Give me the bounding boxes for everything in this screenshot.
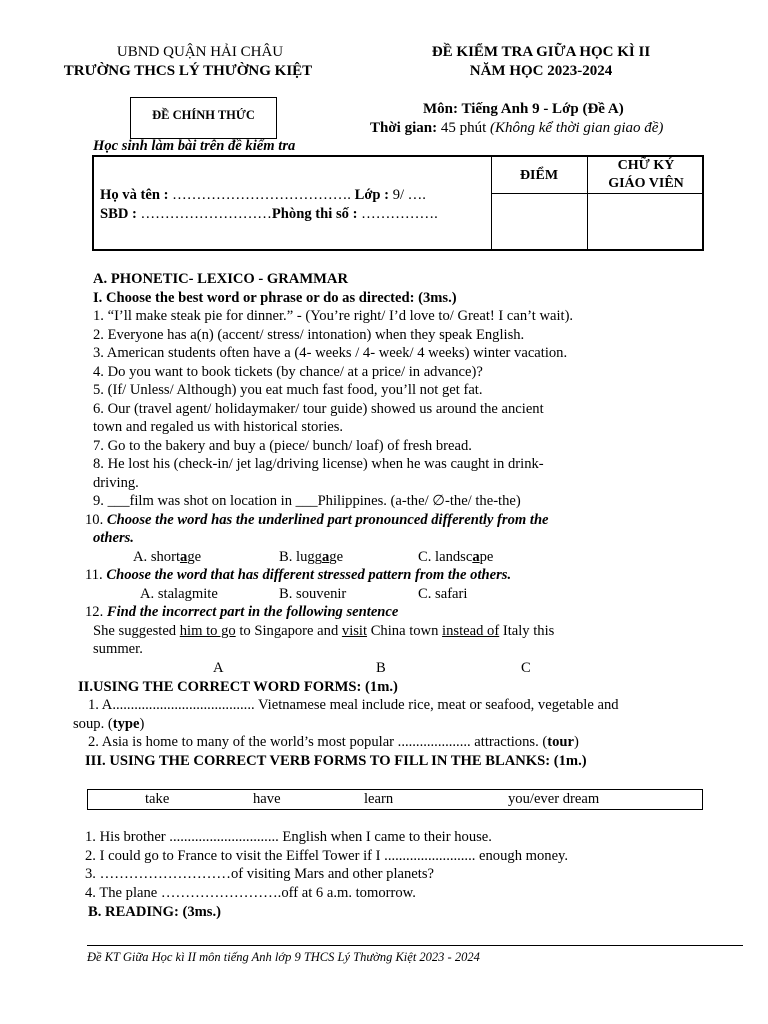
question-6-line2: town and regaled us with historical stories. [93,419,344,435]
sbd-dots: ……………………… [140,206,272,222]
exam-title: ĐỀ KIỂM TRA GIỮA HỌC KÌ II [431,44,651,60]
table-header-line [491,193,704,194]
signature-header-2: GIÁO VIÊN [608,176,684,191]
name-row [100,186,426,205]
underlined-part-c: instead of [442,623,500,639]
underlined-part-b: visit [341,623,368,639]
question-12-sentence: She suggested him to go to Singapore and visit China town instead of Italy this [93,623,555,639]
name-label: Họ và tên : [100,187,173,203]
option-10c: C. landscape [418,549,494,565]
name-dots: ………………………………. [172,187,351,203]
time-label: Thời gian: [370,120,438,136]
question-6-line1: 6. Our (travel agent/ holidaymaker/ tour guide) showed us around the ancient [93,401,544,417]
verb-form-q3: 3. ………………………of visiting Mars and other planets? [85,866,434,882]
time-note: (Không kể thời gian giao đề) [490,120,664,136]
underlined-part-a: him to go [179,623,236,639]
question-11-number: 11. [85,567,107,583]
root-word-tour: tour [547,734,575,750]
question-4: 4. Do you want to book tickets (by chance/ at a price/ in advance)? [93,364,483,380]
verb-form-q1: 1. His brother .............................. English when I came to their house. [85,829,492,845]
question-1: 1. “I’ll make steak pie for dinner.” - (You’re right/ I’d love to/ Great! I can’t wait). [93,308,574,324]
word-form-q1-line2: soup. (type) [73,716,145,732]
section-b-title: B. READING: (3ms.) [88,904,221,920]
room-dots: ……………. [361,206,438,222]
question-2: 2. Everyone has a(n) (accent/ stress/ intonation) when they speak English. [93,327,525,343]
question-10-line2: others. [93,530,134,546]
room-label: Phòng thi số : [271,206,362,222]
question-10-line1 [85,511,549,530]
word-box-item-learn: learn [364,791,394,807]
part-label-b: B [376,660,386,676]
part-label-c: C [521,660,531,676]
question-7: 7. Go to the bakery and buy a (piece/ bunch/ loaf) of fresh bread. [93,438,472,454]
question-10-number: 10. [85,512,107,528]
school-year: NĂM HỌC 2023-2024 [469,63,613,79]
part-label-a: A [213,660,224,676]
question-9: 9. ___film was shot on location in ___Philippines. (a-the/ ∅-the/ the-the) [93,493,521,509]
word-box [87,789,703,810]
root-word-type: type [112,716,140,732]
official-stamp-label: ĐỀ CHÍNH THỨC [152,108,255,122]
underlined-letter: a [472,549,480,565]
score-header: ĐIỂM [519,168,559,183]
class-label: Lớp : [350,187,393,203]
option-11b: B. souvenir [279,586,347,602]
exam-time [370,120,663,137]
verb-form-q2: 2. I could go to France to visit the Eiffel Tower if I ......................... enough money. [85,848,569,864]
question-12 [85,603,398,622]
part1-title: I. Choose the best word or phrase or do as directed: (3ms.) [93,290,457,306]
section-iii-title: III. USING THE CORRECT VERB FORMS TO FILL IN THE BLANKS: (1m.) [85,753,587,769]
section-ii-title: II.USING THE CORRECT WORD FORMS: (1m.) [78,679,398,695]
underlined-letter: a [321,549,330,565]
word-box-item-take: take [145,791,170,807]
word-form-q1-line1: 1. A....................................... Vietnamese meal include rice, meat or seafood, vegetable and [88,697,619,713]
student-instruction: Học sinh làm bài trên đề kiểm tra [93,138,296,154]
question-12-number: 12. [85,604,107,620]
subject-label: Môn: Tiếng Anh 9 - Lớp (Đề A) [423,101,624,117]
signature-header-1: CHỮ KÝ [617,158,675,173]
question-10-instruction: Choose the word has the underlined part pronounced differently from the [106,512,549,528]
school-name: TRƯỜNG THCS LÝ THƯỜNG KIỆT [63,63,313,79]
footer-text: Đề KT Giữa Học kì II môn tiếng Anh lớp 9 THCS Lý Thường Kiệt 2023 - 2024 [87,950,480,964]
question-3: 3. American students often have a (4- weeks / 4- week/ 4 weeks) winter vacation. [93,345,568,361]
word-box-item-dream: you/ever dream [508,791,600,807]
sbd-row [100,205,438,224]
word-form-q2: 2. Asia is home to many of the world’s most popular .................... attractions. (tour) [88,734,579,750]
footer-rule [87,945,743,946]
question-11-instruction: Choose the word that has different stressed pattern from the others. [106,567,512,583]
question-8-line2: driving. [93,475,139,491]
word-box-item-have: have [253,791,281,807]
question-5: 5. (If/ Unless/ Although) you eat much fast food, you’ll not get fat. [93,382,483,398]
verb-form-q4: 4. The plane …………………….off at 6 a.m. tomorrow. [85,885,416,901]
question-12-instruction: Find the incorrect part in the following sentence [106,604,399,620]
question-11 [85,566,511,585]
option-10a: A. shortage [133,549,202,565]
option-10b: B. luggage [279,549,344,565]
sbd-label: SBD : [100,206,141,222]
underlined-letter: a [180,549,188,565]
question-8-line1: 8. He lost his (check-in/ jet lag/driving license) when he was caught in drink- [93,456,544,472]
time-value: 45 phút [437,120,490,136]
school-authority: UBND QUẬN HẢI CHÂU [116,44,284,60]
section-a-title: A. PHONETIC- LEXICO - GRAMMAR [93,271,348,287]
option-11c: C. safari [418,586,468,602]
class-value: 9/ …. [392,187,426,203]
option-11a: A. stalagmite [140,586,218,602]
question-12-sentence-line2: summer. [93,641,143,657]
